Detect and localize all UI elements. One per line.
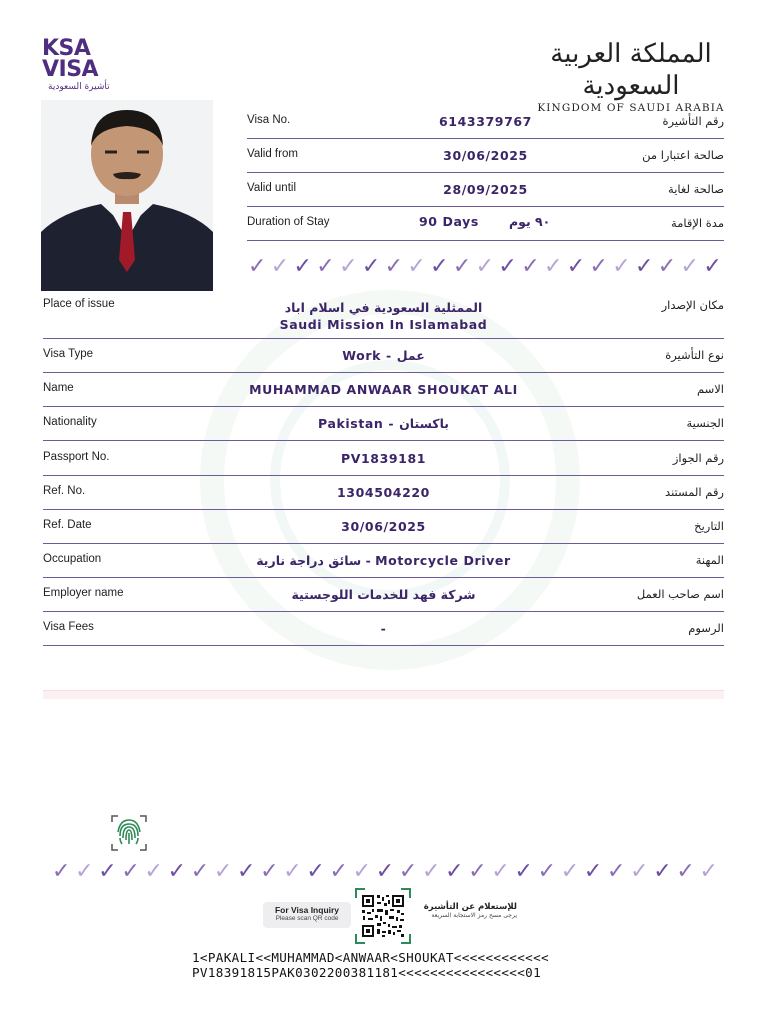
employer-value: شركة فهد للخدمات اللوجستية	[291, 587, 476, 602]
place-of-issue-label: Place of issue	[43, 298, 115, 310]
visa-type-label: Visa Type	[43, 348, 94, 360]
ref-date-label-ar: التاريخ	[694, 519, 724, 533]
inquiry-ar	[417, 902, 517, 919]
occupation-label-ar: المهنة	[695, 553, 724, 567]
ref-date-row	[43, 519, 724, 544]
visa-inquiry	[263, 888, 517, 940]
duration-row	[247, 216, 724, 241]
place-of-issue-value: Saudi Mission In Islamabad	[279, 317, 488, 332]
duration-label-ar: مدة الإقامة	[671, 216, 724, 230]
ref-no-value: 1304504220	[337, 485, 430, 500]
valid-until-label-ar: صالحة لغاية	[668, 182, 724, 196]
ref-no-label: Ref. No.	[43, 485, 86, 497]
nationality-label: Nationality	[43, 416, 97, 428]
kingdom-emblem-text	[536, 38, 726, 114]
employer-label-ar: اسم صاحب العمل	[636, 587, 724, 601]
visa-fees-label-ar: الرسوم	[688, 621, 724, 635]
holder-photo	[41, 100, 213, 291]
valid-from-row	[247, 148, 724, 173]
machine-readable-zone	[192, 950, 549, 980]
passport-no-value: PV1839181	[340, 451, 427, 466]
logo-subtitle: تأشيرة السعودية	[48, 82, 110, 92]
separator-bar	[43, 690, 724, 699]
occupation-value: سائق دراجة نارية - Motorcycle Driver	[256, 553, 511, 568]
passport-no-label: Passport No.	[43, 451, 110, 463]
inquiry-en-sub: Please scan QR code	[275, 915, 339, 922]
visa-no-label-ar: رقم التأشيرة	[662, 114, 724, 128]
passport-no-row	[43, 451, 724, 476]
place-of-issue-label-ar: مكان الإصدار	[661, 298, 724, 312]
kingdom-arabic: المملكة العربية السعودية	[550, 39, 712, 101]
inquiry-ar-sub: يرجى مسح رمز الاستجابة السريعة	[431, 912, 517, 919]
inquiry-en	[263, 902, 351, 928]
occupation-row	[43, 553, 724, 578]
valid-until-label: Valid until	[247, 182, 297, 194]
valid-from-label: Valid from	[247, 148, 298, 160]
kingdom-english: KINGDOM OF SAUDI ARABIA	[537, 102, 725, 114]
ref-no-label-ar: رقم المستند	[665, 485, 724, 499]
valid-until-value: 28/09/2025	[443, 182, 528, 197]
visa-type-label-ar: نوع التأشيرة	[665, 348, 724, 362]
logo-line2: VISA	[42, 57, 99, 82]
name-row	[43, 382, 724, 407]
ref-date-label: Ref. Date	[43, 519, 92, 531]
duration-value: 90 Days	[419, 214, 479, 229]
nationality-row	[43, 416, 724, 441]
employer-row	[43, 587, 724, 612]
visa-type-row	[43, 348, 724, 373]
passport-no-label-ar: رقم الجواز	[672, 451, 724, 465]
qr-code[interactable]	[355, 888, 411, 944]
fingerprint-icon	[110, 814, 148, 852]
ref-no-row	[43, 485, 724, 510]
ref-date-value: 30/06/2025	[341, 519, 426, 534]
check-pattern-bottom: ✓ ✓ ✓ ✓ ✓ ✓ ✓ ✓ ✓ ✓ ✓ ✓ ✓ ✓ ✓ ✓ ✓ ✓ ✓ ✓ ✓ ✓ ✓ ✓ ✓ ✓ ✓ ✓ ✓	[52, 859, 718, 884]
valid-from-value: 30/06/2025	[443, 148, 528, 163]
logo-line1: KSA	[42, 36, 91, 61]
mrz-line2: PV18391815PAK0302200381181<<<<<<<<<<<<<<<<01	[192, 965, 542, 980]
duration-value-ar: ٩٠ يوم	[509, 214, 551, 229]
nationality-label-ar: الجنسية	[686, 416, 724, 430]
visa-fees-row	[43, 621, 724, 646]
valid-until-row	[247, 182, 724, 207]
valid-from-label-ar: صالحة اعتبارا من	[642, 148, 724, 162]
visa-no-label: Visa No.	[247, 114, 291, 126]
ksa-visa-logo	[42, 38, 110, 92]
inquiry-en-title: For Visa Inquiry	[274, 905, 340, 915]
visa-type-value: Work - عمل	[342, 348, 425, 363]
name-label: Name	[43, 382, 74, 394]
place-of-issue-value-ar: الممثلية السعودية في اسلام اباد	[284, 300, 483, 315]
check-pattern-top: ✓ ✓ ✓ ✓ ✓ ✓ ✓ ✓ ✓ ✓ ✓ ✓ ✓ ✓ ✓ ✓ ✓ ✓ ✓ ✓ ✓	[248, 254, 722, 279]
inquiry-ar-title: للإستعلام عن التأشيرة	[423, 902, 517, 912]
employer-label: Employer name	[43, 587, 124, 599]
mrz-line1: 1<PAKALI<<MUHAMMAD<ANWAAR<SHOUKAT<<<<<<<<<<<<	[192, 950, 549, 965]
duration-label: Duration of Stay	[247, 216, 330, 228]
visa-fees-label: Visa Fees	[43, 621, 94, 633]
name-label-ar: الاسم	[696, 382, 724, 396]
visa-fees-value: -	[380, 621, 387, 636]
nationality-value: Pakistan - باكستان	[318, 416, 449, 431]
visa-no-row	[247, 114, 724, 139]
visa-no-value: 6143379767	[439, 114, 532, 129]
occupation-label: Occupation	[43, 553, 102, 565]
name-value: MUHAMMAD ANWAAR SHOUKAT ALI	[249, 382, 518, 397]
place-of-issue-row	[43, 298, 724, 339]
